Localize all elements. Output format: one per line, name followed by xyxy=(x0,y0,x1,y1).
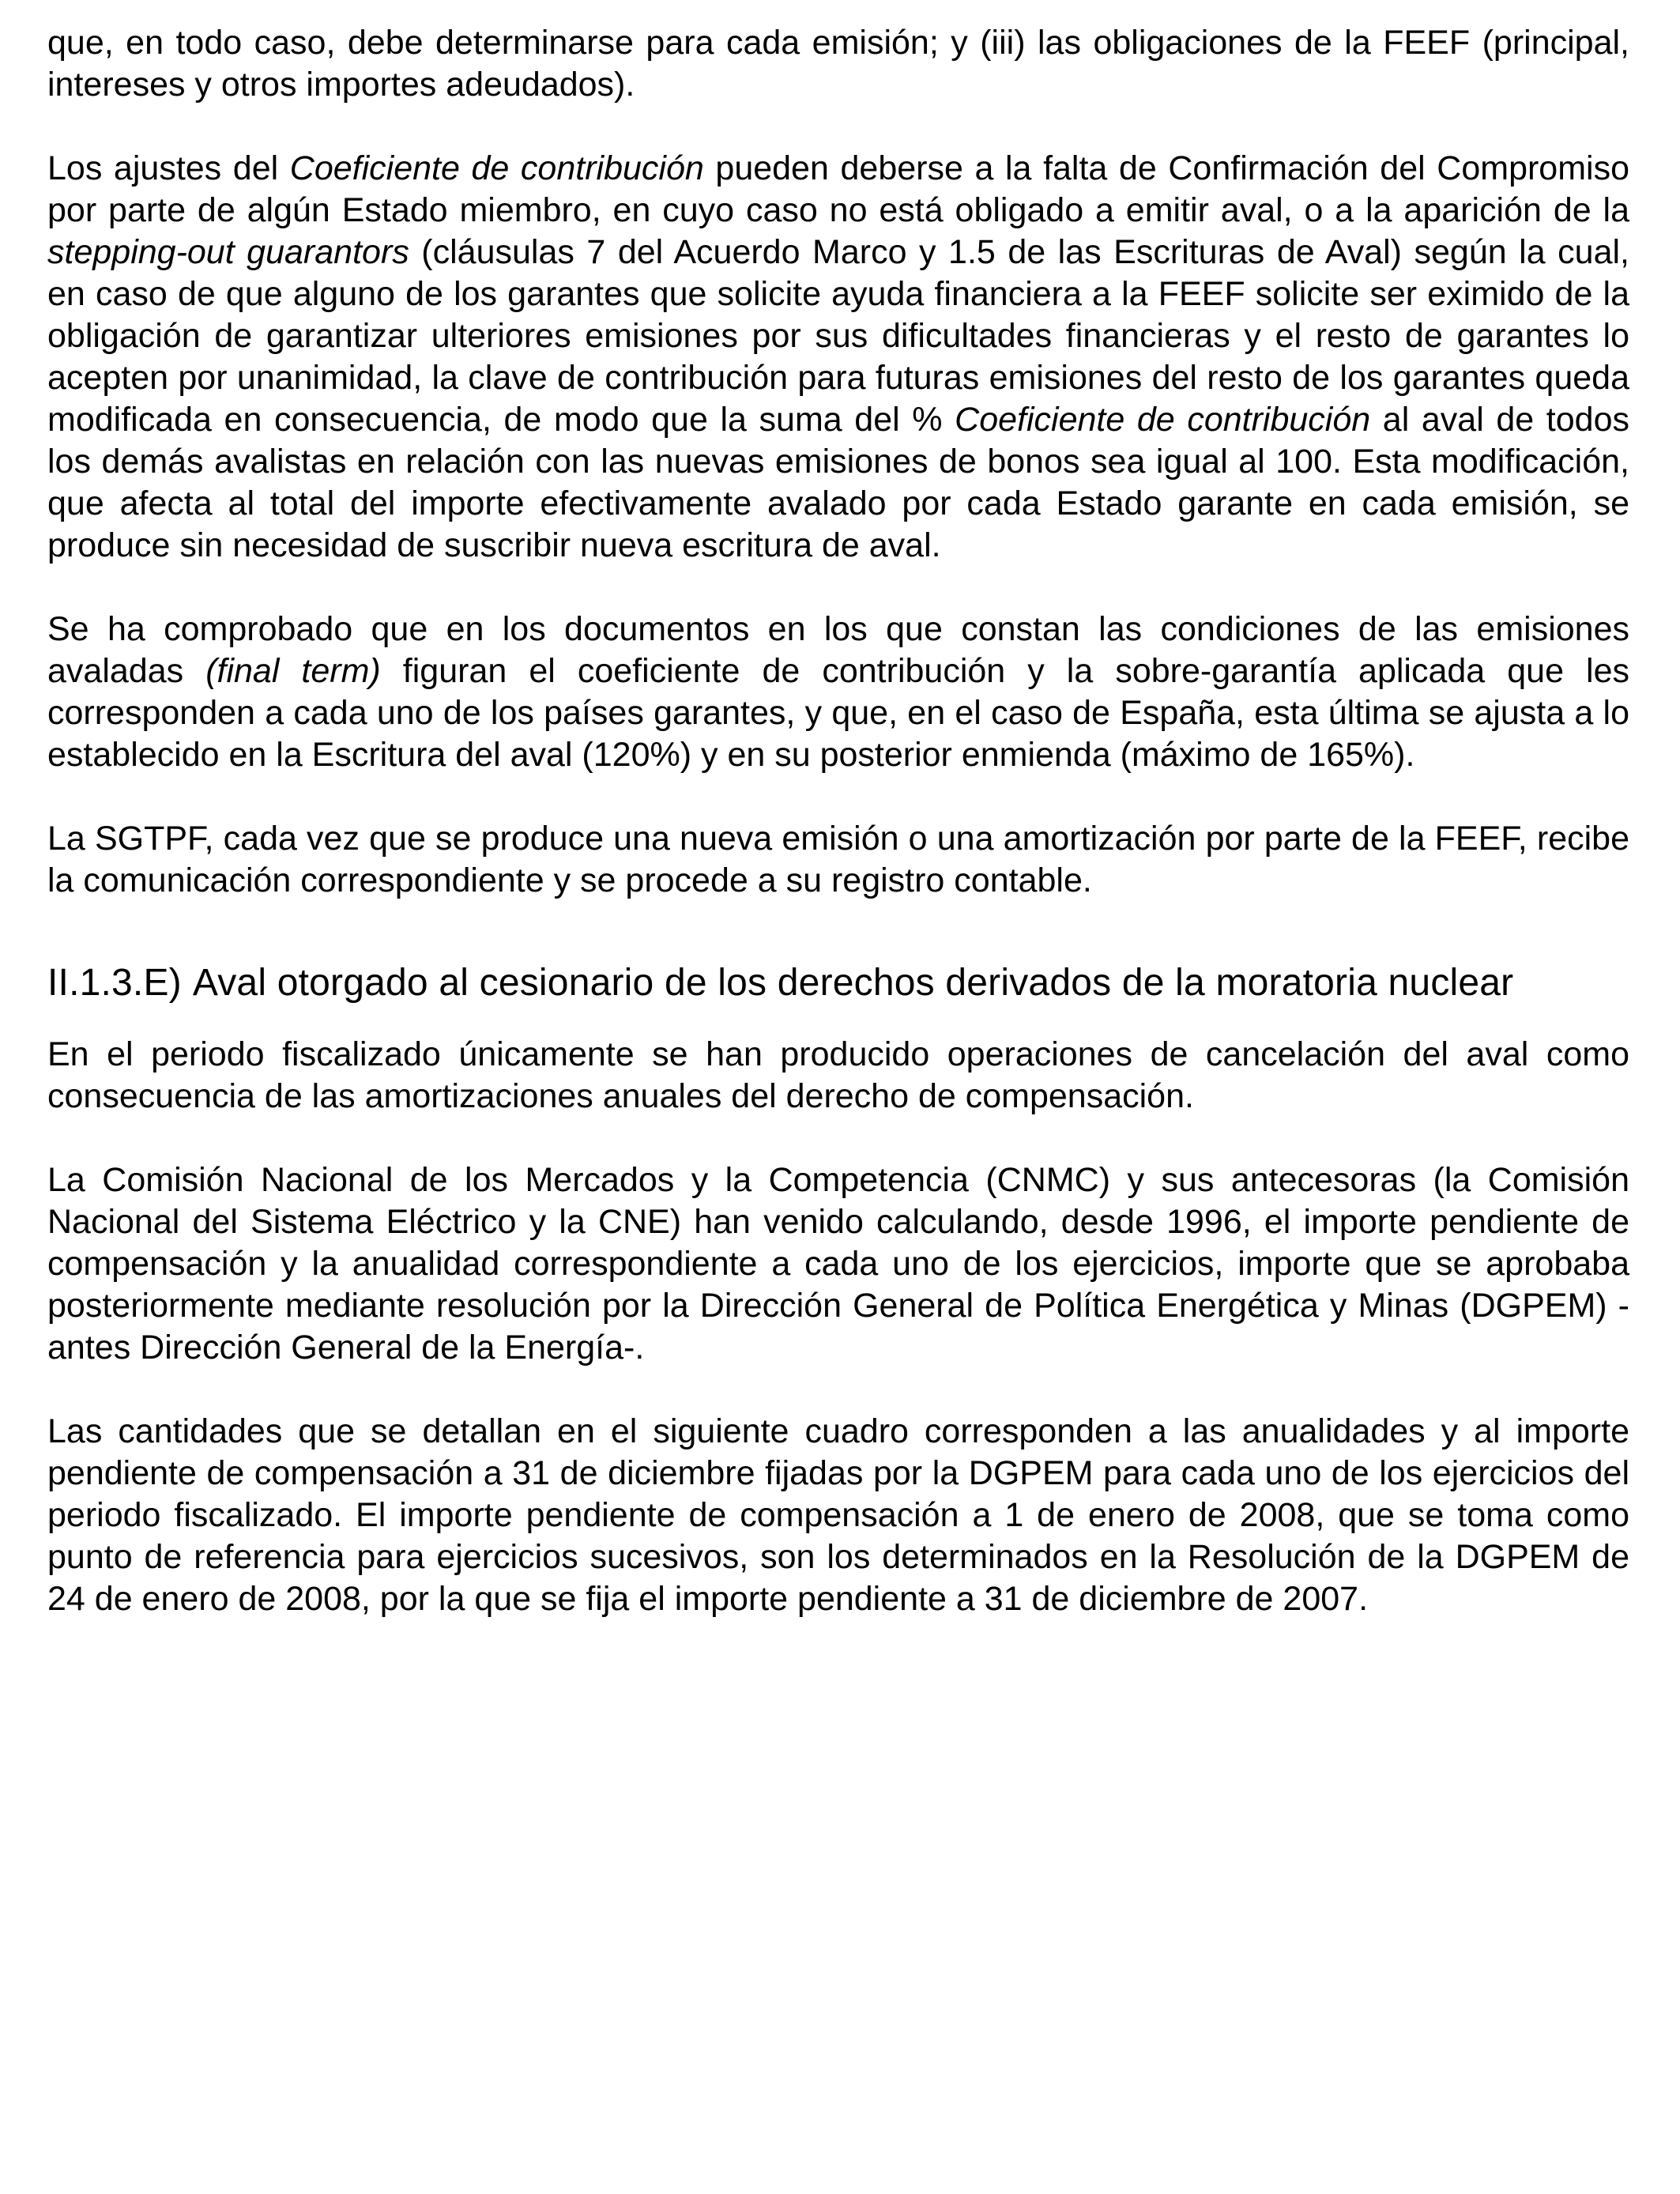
italic-term: (final term) xyxy=(205,652,381,690)
paragraph-final-terms xyxy=(47,609,1629,776)
paragraph-cancellation-operations: En el periodo fiscalizado únicamente se han producido operaciones de cancelación del aval como consecuencia de las amortizaciones anuales del derecho de compensación. xyxy=(47,1035,1629,1115)
italic-term: stepping-out guarantors xyxy=(47,233,409,271)
paragraph-contribution-adjustments xyxy=(47,148,1629,567)
italic-term: Coeficiente de contribución xyxy=(289,149,704,187)
text-run: al aval de todos los demás avalistas en relación con las nuevas emisiones de bonos sea igual al 100. Esta modificación, que afecta al total del importe efectivamente avalado por cada Estado garante en cada emisión, se produce sin necesidad de suscribir nueva escritura de aval. xyxy=(47,401,1629,564)
paragraph-sgtpf-registration: La SGTPF, cada vez que se produce una nueva emisión o una amortización por parte de la FEEF, recibe la comunicación correspondiente y se procede a su registro contable. xyxy=(47,820,1629,899)
text-run: Se ha comprobado que en los documentos en los que constan las condiciones de las emisiones avaladas xyxy=(47,610,1629,690)
document-page xyxy=(47,22,1629,1620)
paragraph-feef-obligations: que, en todo caso, debe determinarse para cada emisión; y (iii) las obligaciones de la FEEF (principal, intereses y otros importes adeudados). xyxy=(47,24,1629,104)
text-run: Los ajustes del xyxy=(47,149,290,187)
section-code: II.1.3.E) xyxy=(47,962,182,1004)
section-heading xyxy=(47,959,1629,1007)
italic-term: Coeficiente de contribución xyxy=(955,401,1371,439)
section-title: Aval otorgado al cesionario de los derechos derivados de la moratoria nuclear xyxy=(192,962,1514,1004)
text-run: pueden deberse a la falta de Confirmación del Compromiso por parte de algún Estado miembro, en cuyo caso no está obligado a emitir aval, o a la aparición de la xyxy=(47,149,1630,229)
paragraph-cnmc-calculation: La Comisión Nacional de los Mercados y la Competencia (CNMC) y sus antecesoras (la Comisión Nacional del Sistema Eléctrico y la CNE) han venido calculando, desde 1996, el importe pendiente de compensación y la anualidad correspondiente a cada uno de los ejercicios, importe que se aprobaba posteriormente mediante resolución por la Dirección General de Política Energética y Minas (DGPEM) -antes Dirección General de la Energía-. xyxy=(47,1161,1629,1367)
paragraph-annuities-table-intro: Las cantidades que se detallan en el siguiente cuadro corresponden a las anualidades y al importe pendiente de compensación a 31 de diciembre fijadas por la DGPEM para cada uno de los ejercicios del periodo fiscalizado. El importe pendiente de compensación a 1 de enero de 2008, que se toma como punto de referencia para ejercicios sucesivos, son los determinados en la Resolución de la DGPEM de 24 de enero de 2008, por la que se fija el importe pendiente a 31 de diciembre de 2007. xyxy=(47,1412,1629,1618)
text-run: figuran el coeficiente de contribución y la sobre-garantía aplicada que les corresponden a cada uno de los países garantes, y que, en el caso de España, esta última se ajusta a lo establecido en la Escritura del aval (120%) y en su posterior enmienda (máximo de 165%). xyxy=(47,652,1630,774)
text-run: (cláusulas 7 del Acuerdo Marco y 1.5 de las Escrituras de Aval) según la cual, en caso de que alguno de los garantes que solicite ayuda financiera a la FEEF solicite ser eximido de la obligación de garantizar ulteriores emisiones por sus dificultades financieras y el resto de garantes lo acepten por unanimidad, la clave de contribución para futuras emisiones del resto de los garantes queda modificada en consecuencia, de modo que la suma del % xyxy=(47,233,1629,439)
